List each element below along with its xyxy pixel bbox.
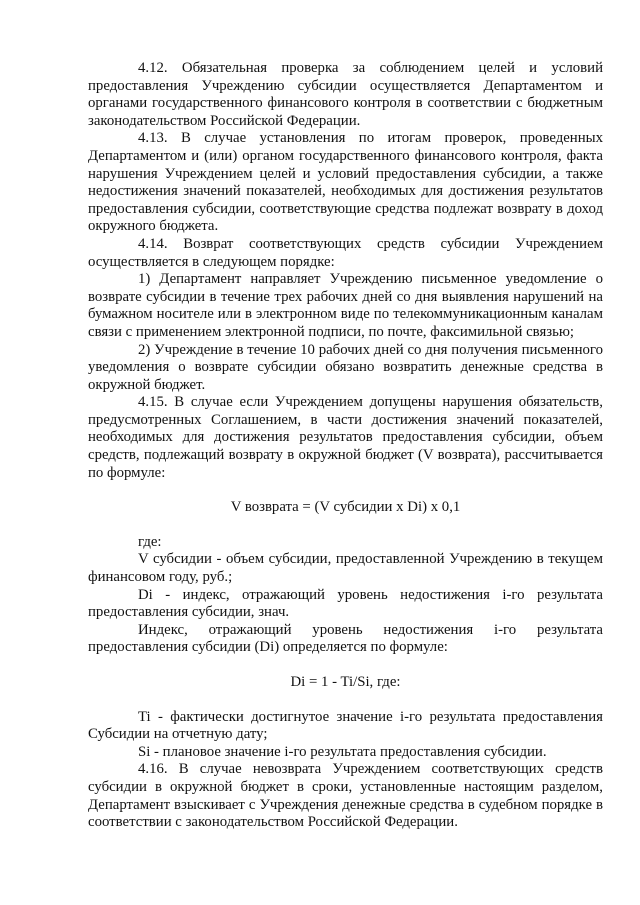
definition-ti: Ti - фактически достигнутое значение i-го результата предоставления Субсидии на отчетную дату; [88,708,603,743]
definition-v-subsidy: V субсидии - объем субсидии, предоставленной Учреждению в текущем финансовом году, руб.; [88,551,603,586]
paragraph-4-15: 4.15. В случае если Учреждением допущены нарушения обязательств, предусмотренных Соглашением, в части достижения значений показателей, необходимых для достижения результатов предоставления субсидии, объем средств, подлежащий возврату в окружной бюджет (V возврата), рассчитывается по формуле: [88,394,603,481]
document-page [88,60,603,832]
formula-v-return: V возврата = (V субсидии x Di) x 0,1 [230,499,461,516]
paragraph-4-14-item-1: 1) Департамент направляет Учреждению письменное уведомление о возврате субсидии в течение трех рабочих дней со дня выявления нарушений на бумажном носителе или в электронном виде по телекоммуникационным каналам связи с применением электронной подписи, по почте, факсимильной связью; [88,271,603,340]
formula-di: Di = 1 - Ti/Si, где: [290,674,401,690]
paragraph-4-14-item-2: 2) Учреждение в течение 10 рабочих дней со дня получения письменного уведомления о возврате субсидии обязано возвратить денежные средства в окружной бюджет. [88,341,603,393]
where-label: где: [138,533,162,550]
paragraph-4-14: 4.14. Возврат соответствующих средств субсидии Учреждением осуществляется в следующем порядке: [88,235,603,270]
paragraph-4-13: 4.13. В случае установления по итогам проверок, проведенных Департаментом и (или) органом государственного финансового контроля, факта нарушения Учреждением целей и условий предоставления субсидии, а также недостижения значений показателей, необходимых для достижения результатов предоставления субсидии, соответствующие средства подлежат возврату в доход окружного бюджета. [88,130,603,235]
definition-di: Di - индекс, отражающий уровень недостижения i-го результата предоставления субсидии, знач. [88,586,603,621]
definition-si: Si - плановое значение i-го результата предоставления субсидии. [138,743,547,760]
paragraph-4-16: 4.16. В случае невозврата Учреждением соответствующих средств субсидии в окружной бюджет в сроки, установленные настоящим разделом, Департамент взыскивает с Учреждения денежные средства в судебном порядке в соответствии с законодательством Российской Федерации. [88,761,603,831]
index-intro: Индекс, отражающий уровень недостижения i-го результата предоставления субсидии (Di) определяется по формуле: [88,621,603,656]
paragraph-4-12: 4.12. Обязательная проверка за соблюдением целей и условий предоставления Учреждению субсидии осуществляется Департаментом и органами государственного финансового контроля в соответствии с бюджетным законодательством Российской Федерации. [88,60,603,129]
